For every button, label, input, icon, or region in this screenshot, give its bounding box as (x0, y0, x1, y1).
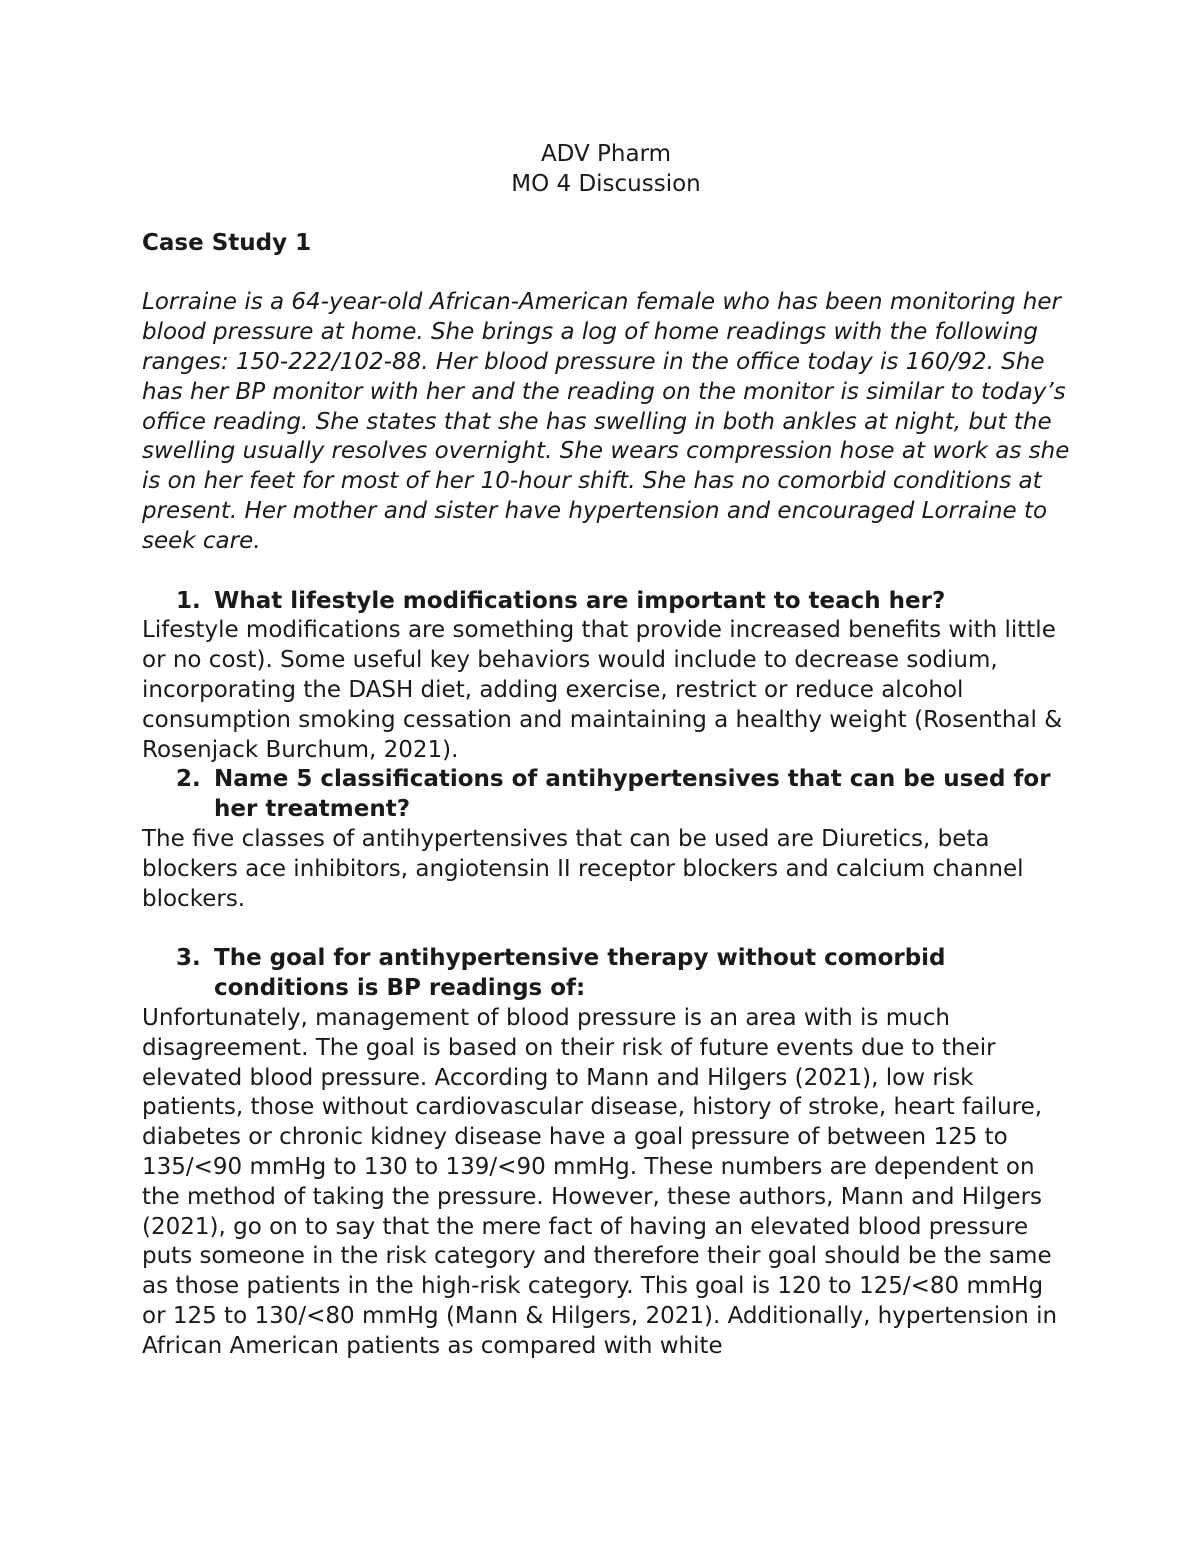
question-1 (142, 587, 1072, 617)
question-3-number: 3. (176, 945, 201, 972)
course-title: ADV Pharm (540, 141, 672, 167)
question-2-text: Name 5 classifications of antihypertensives that can be used for her treatment? (214, 766, 1051, 823)
question-3-text: The goal for antihypertensive therapy without comorbid conditions is BP readings of: (214, 945, 946, 1002)
case-study-scenario: Lorraine is a 64-year-old African-American female who has been monitoring her blood pressure at home. She brings a log of home readings with the following ranges: 150-222/102-88. Her blood pressure in the office today is 160/92. She has her BP monitor with her and the reading on the monitor is similar to today’s office reading. She states that she has swelling in both ankles at night, but the swelling usually resolves overnight. She wears compression hose at work as she is on her feet for most of her 10-hour shift. She has no comorbid conditions at present. Her mother and sister have hypertension and encouraged Lorraine to seek care. (142, 289, 1070, 554)
assignment-title: MO 4 Discussion (511, 170, 701, 197)
question-3 (142, 944, 1072, 1004)
question-2 (142, 765, 1072, 825)
case-study-heading: Case Study 1 (142, 229, 312, 256)
answer-3: Unfortunately, management of blood pressure is an area with is much disagreement. The goal is based on their risk of future events due to their elevated blood pressure. According to Mann and Hilgers (2021), low risk patients, those without cardiovascular disease, history of stroke, heart failure, diabetes or chronic kidney disease have a goal pressure of between 125 to 135/<90 mmHg to 130 to 139/<90 mmHg. These numbers are dependent on the method of taking the pressure. However, these authors, Mann and Hilgers (2021), go on to say that the mere fact of having an elevated blood pressure puts someone in the risk category and therefore their goal should be the same as those patients in the high-risk category. This goal is 120 to 125/<80 mmHg or 125 to 130/<80 mmHg (Mann & Hilgers, 2021). Additionally, hypertension in African American patients as compared with white (142, 1004, 1058, 1359)
document-header (140, 140, 1072, 200)
question-1-number: 1. (176, 587, 201, 614)
document-page (142, 140, 1072, 1361)
answer-2: The five classes of antihypertensives that can be used are Diuretics, beta blockers ace inhibitors, angiotensin II receptor blockers and calcium channel blockers. (142, 825, 1024, 912)
answer-1: Lifestyle modifications are something that provide increased benefits with little or no cost). Some useful key behaviors would include to decrease sodium, incorporating the DASH diet, adding exercise, restrict or reduce alcohol consumption smoking cessation and maintaining a healthy weight (Rosenthal & Rosenjack Burchum, 2021). (142, 617, 1063, 763)
question-2-number: 2. (176, 766, 201, 793)
question-1-text: What lifestyle modifications are important to teach her? (214, 587, 946, 614)
